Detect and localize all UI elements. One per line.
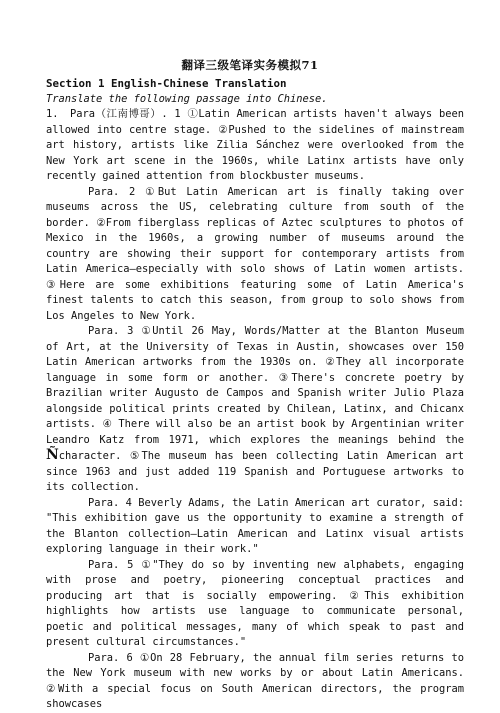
paragraph-text: Para. 3 ①Until 26 May, Words/Matter at the Blanton Museum of Art, at the University of Texas in Austin, showcases over 150 Latin American artworks from the 1930s on. ②They all incorporate language in some form or another. ③There's concrete poetry by Brazilian writer Augusto de Campos and Spanish writer Julio Plaza alongside political prints created by Chilean, Latinx, and Chicanx artists. ④ There will also be an artist book by Argentinian writer Leandro Katz from 1971, which explores the meanings behind the — [46, 325, 464, 446]
list-number: 1. — [46, 108, 59, 120]
instruction-text: Translate the following passage into Chinese. — [46, 92, 328, 105]
paragraph-4: Para. 4 Beverly Adams, the Latin American art curator, said: "This exhibition gave us the opportunity to examine a strength of the Blanton collection—Latin American and Latinx visual artists exploring language in their work." — [46, 496, 464, 555]
paragraph-6: Para. 6 ①On 28 February, the annual film series returns to the New York museum with new works by or about Latin Americans. ②With a special focus on South American directors, the program showcases — [46, 651, 464, 710]
paragraph-1 — [46, 107, 464, 185]
paragraph-text: Para（江南博哥）. 1 ①Latin American artists haven't always been allowed into centre stage. ②Pushed to the sidelines of mainstream art history, artists like Zilia Sánchez were overlooked from the New York art scene in the 1960s, while Latinx artists have only recently gained attention from blockbuster museums. — [46, 108, 464, 182]
document-body — [46, 76, 464, 713]
paragraph-2: Para. 2 ①But Latin American art is finally taking over museums across the US, celebrating culture from south of the border. ②From fiberglass replicas of Aztec sculptures to photos of Mexico in the 1960s, a growing number of museums around the country are showing their support for contemporary artists from Latin America—especially with solo shows of Latin women artists. ③Here are some exhibitions featuring some of Latin America's finest talents to catch this season, from group to solo shows from Los Angeles to New York. — [46, 185, 464, 322]
paragraph-5: Para. 5 ①"They do so by inventing new alphabets, engaging with prose and poetry, pioneering conceptual practices and producing art that is socially empowering. ②This exhibition highlights how artists use language to communicate personal, poetic and political messages, many of which speak to past and present cultural circumstances." — [46, 558, 464, 648]
section-heading: Section 1 English-Chinese Translation — [46, 77, 287, 90]
document-title: 翻译三级笔译实务模拟71 — [181, 58, 319, 72]
n-tilde-glyph: Ñ — [46, 447, 59, 463]
paragraph-text-continued: character. ⑤The museum has been collecting Latin American art since 1963 and just added 119 Spanish and Portuguese artworks to its collection. — [46, 450, 464, 493]
paragraph-3 — [46, 324, 464, 496]
